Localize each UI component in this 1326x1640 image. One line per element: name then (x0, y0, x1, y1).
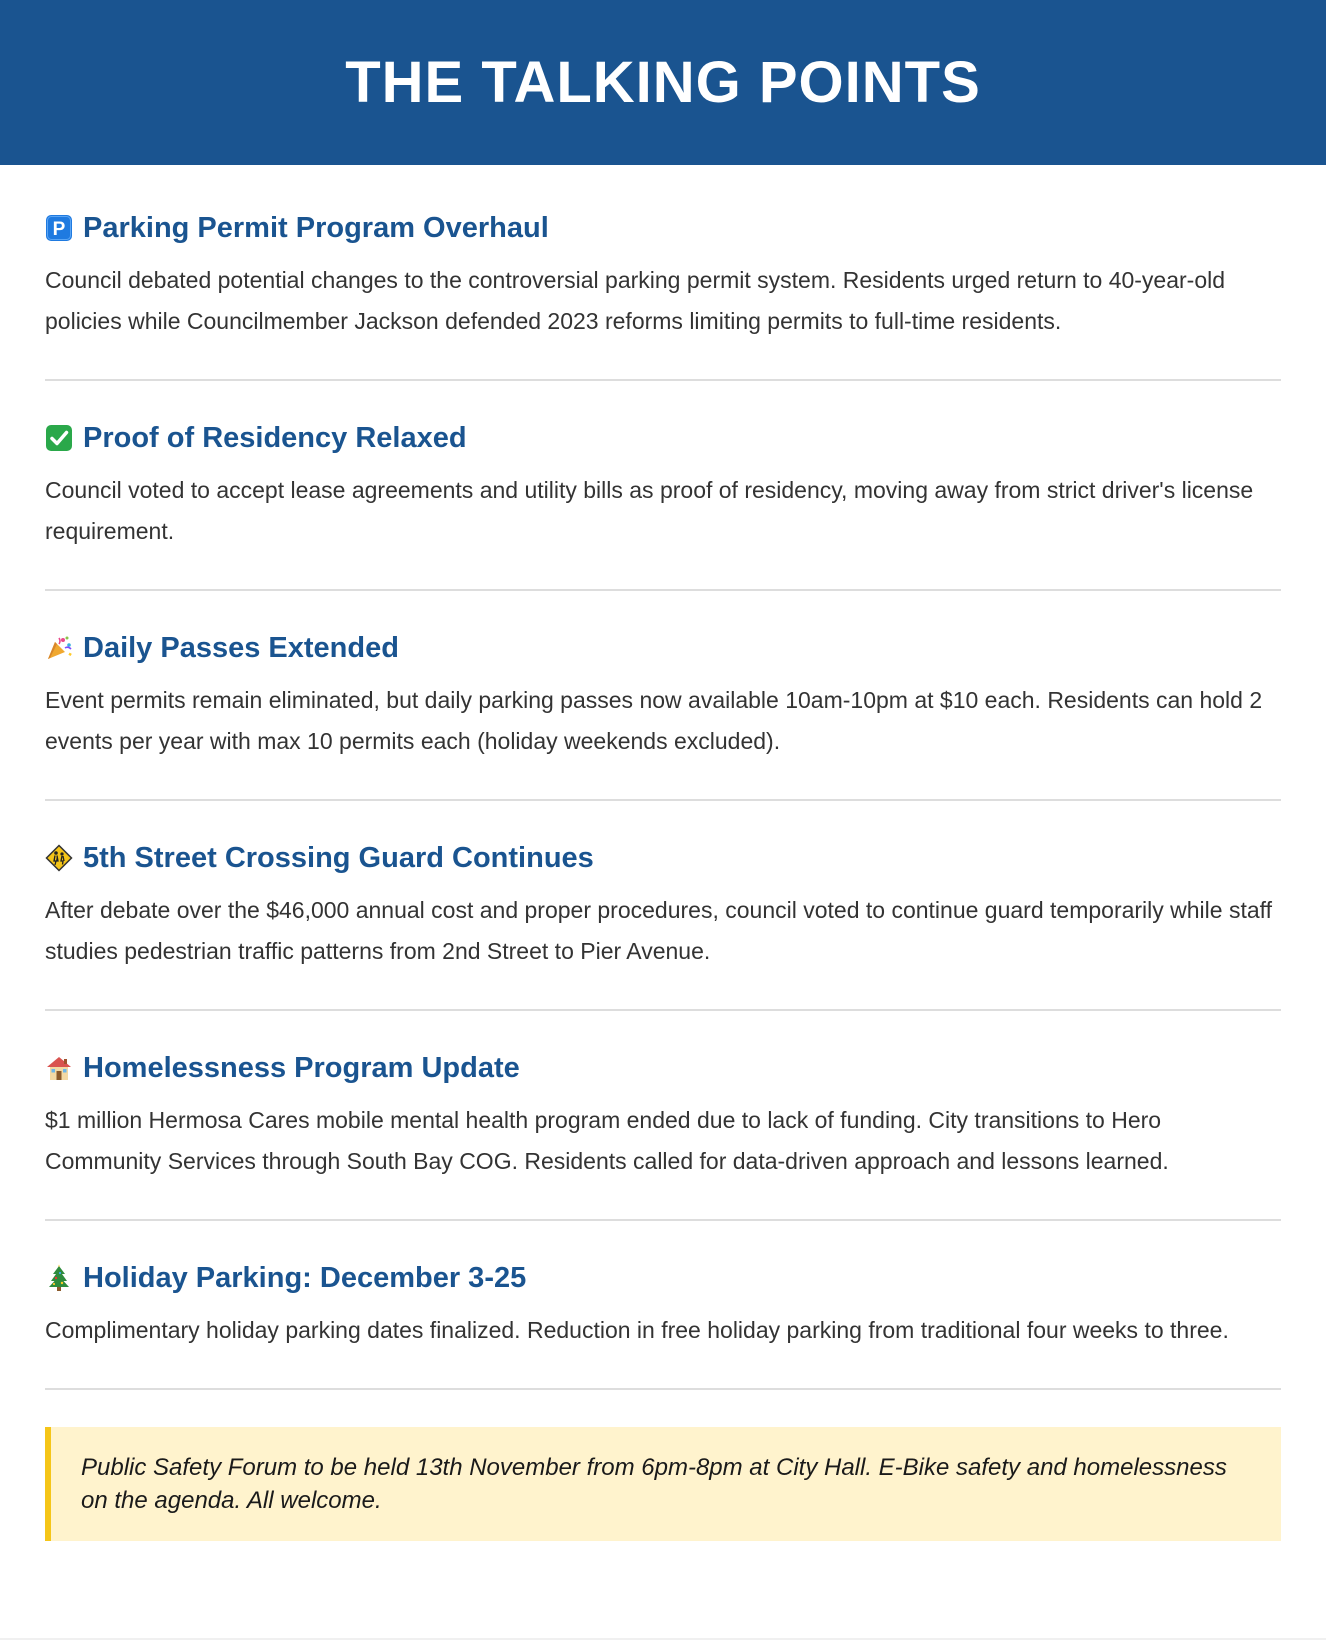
item-heading (45, 1258, 1281, 1298)
item-heading (45, 838, 1281, 878)
item-title: Proof of Residency Relaxed (83, 422, 467, 454)
talking-points-list (0, 165, 1326, 1541)
talking-point-item (45, 838, 1281, 1011)
talking-point-item (45, 628, 1281, 801)
talking-point-item (45, 1258, 1281, 1390)
item-body: Council debated potential changes to the controversial parking permit system. Residents urged return to 40-year-old policies while Councilmember Jackson defended 2023 reforms limiting permits to full-time residents. (45, 267, 1226, 334)
talking-point-item (45, 208, 1281, 381)
item-title: Holiday Parking: December 3-25 (83, 1262, 527, 1294)
children-crossing-icon (45, 844, 73, 872)
item-body: Complimentary holiday parking dates finalized. Reduction in free holiday parking from traditional four weeks to three. (45, 1317, 1229, 1343)
item-heading (45, 1048, 1281, 1088)
item-body: Council voted to accept lease agreements and utility bills as proof of residency, moving away from strict driver's license requirement. (45, 477, 1254, 544)
talking-point-item (45, 418, 1281, 591)
item-body: $1 million Hermosa Cares mobile mental health program ended due to lack of funding. City transitions to Hero Community Services through South Bay COG. Residents called for data-driven approach and lessons learned. (45, 1107, 1169, 1174)
svg-text:P: P (52, 219, 66, 240)
item-title: 5th Street Crossing Guard Continues (83, 842, 594, 874)
christmas-tree-icon (45, 1264, 73, 1292)
item-body: After debate over the $46,000 annual cost and proper procedures, council voted to continue guard temporarily while staff studies pedestrian traffic patterns from 2nd Street to Pier Avenue. (45, 897, 1273, 964)
item-title: Parking Permit Program Overhaul (83, 212, 549, 244)
masthead (0, 0, 1326, 165)
notice-text: Public Safety Forum to be held 13th November from 6pm-8pm at City Hall. E-Bike safety and homelessness on the agenda. All welcome. (81, 1454, 1227, 1514)
check-mark-icon (45, 424, 73, 452)
item-heading (45, 208, 1281, 248)
item-title: Daily Passes Extended (83, 632, 399, 664)
item-heading (45, 418, 1281, 458)
forum-notice (45, 1427, 1281, 1541)
house-icon (45, 1054, 73, 1082)
item-body: Event permits remain eliminated, but daily parking passes now available 10am-10pm at $10 each. Residents can hold 2 events per year with max 10 permits each (holiday weekends excluded). (45, 687, 1263, 754)
page-title: THE TALKING POINTS (345, 50, 981, 115)
parking-icon (45, 214, 73, 242)
party-popper-icon (45, 634, 73, 662)
item-heading (45, 628, 1281, 668)
item-title: Homelessness Program Update (83, 1052, 520, 1084)
talking-point-item (45, 1048, 1281, 1221)
